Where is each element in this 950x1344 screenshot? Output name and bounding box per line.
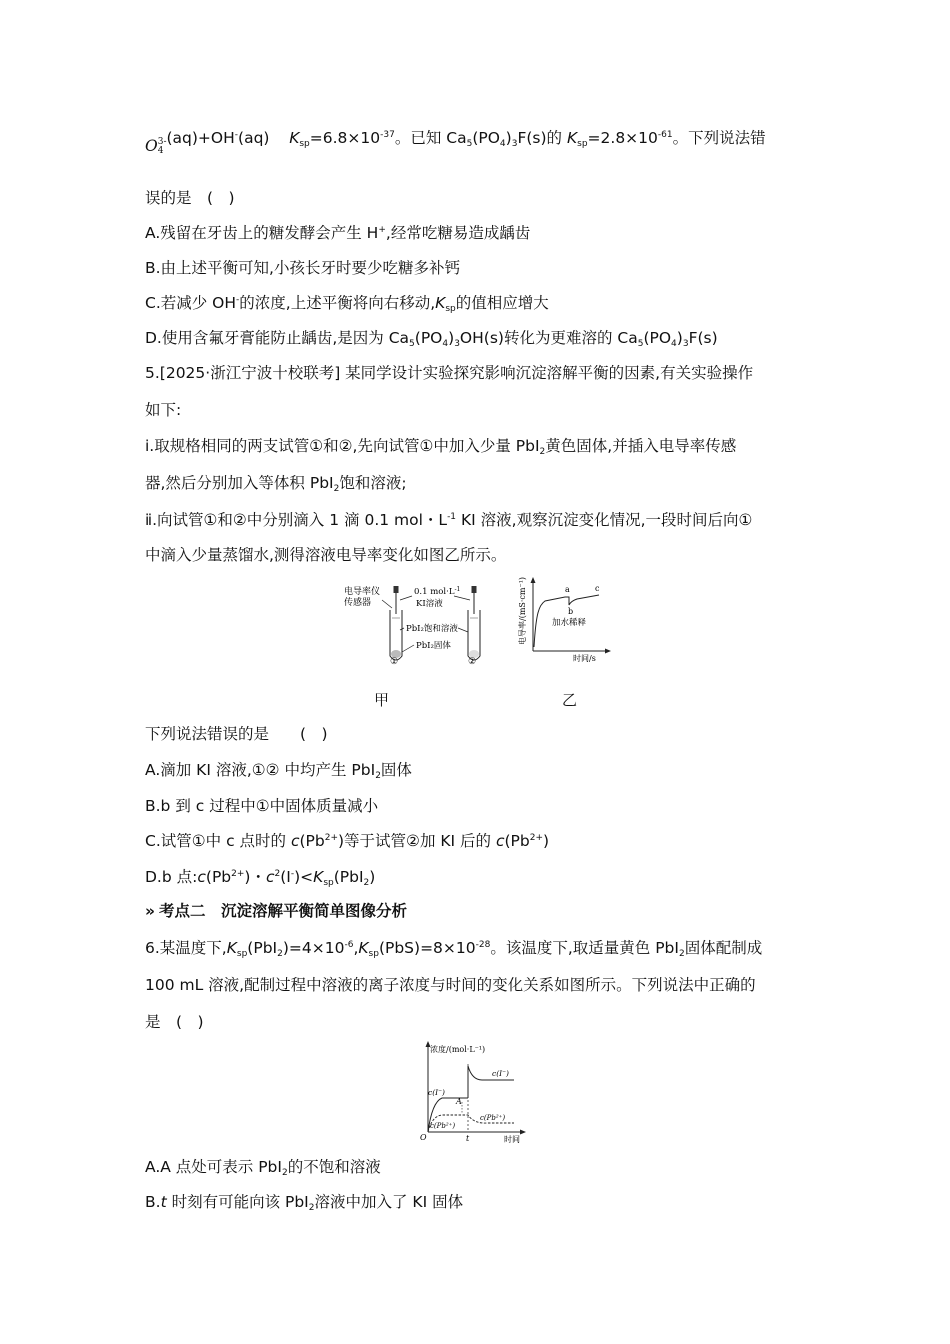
- q5-step2-line1: ⅱ.向试管①和②中分别滴入 1 滴 0.1 mol・$L^{-1}$ KI 溶液,观察沉淀变化情况,一段时间后向①: [145, 511, 753, 529]
- q4-equation-line: O 3- 4 (aq)+OH-(aq) $K_{sp}=6.8\times 10^{-37}$。已知 $Ca_5(PO_4)_3F(s)$的 $K_{sp}=2.8\times 10^{-61}$。下列说法错: [145, 129, 766, 156]
- q5-option-d[interactable]: D.b 点$:c(Pb^{2+})$・$c^2(I^-)<K_{sp}(PbI_2)$: [145, 868, 376, 888]
- q5-stem-line1: 5.[2025·浙江宁波十校联考] 某同学设计实验探究影响沉淀溶解平衡的因素,有关实验操作: [145, 364, 754, 382]
- q4-option-c[interactable]: C.若减少 OH-的浓度,上述平衡将向右移动$,K_{sp}$的值相应增大: [145, 294, 549, 314]
- q6-stem-line3: 是 ( ): [145, 1013, 204, 1031]
- c-iodide-right-label: c(I⁻): [492, 1069, 509, 1078]
- conc-xlabel: 时间: [504, 1135, 520, 1144]
- c-iodide-left-label: c(I⁻): [428, 1088, 445, 1097]
- q6-stem-line2: 100 mL 溶液,配制过程中溶液的离子浓度与时间的变化关系如图所示。下列说法中正确的: [145, 976, 756, 994]
- sensor-label-1: 电导率仪: [344, 587, 381, 597]
- c-lead-right-label: c(Pb²⁺): [480, 1114, 506, 1122]
- double-chevron-icon: »: [145, 902, 156, 920]
- point-a-label: A: [456, 1097, 462, 1106]
- origin-label: O: [420, 1133, 427, 1142]
- point-a-label: a: [565, 585, 570, 594]
- figure-caption-yi: 乙: [562, 691, 578, 709]
- q6-stem-line1: 6.某温度下$,K_{sp}(PbI_2)=4\times 10^{-6},K_{sp}(PbS)=8\times 10^{-28}$。该温度下,取适量黄色 PbI$_2$固体配制成: [145, 939, 763, 959]
- saturated-solution-label: PbI₂饱和溶液: [406, 624, 458, 634]
- t-label: t: [466, 1134, 470, 1143]
- q5-option-c[interactable]: C.试管①中 c 点时的 $c(Pb^{2+})$等于试管②加 KI 后的 $c(Pb^{2+})$: [145, 832, 550, 850]
- tube-1-label: ①: [390, 657, 399, 666]
- q4-option-d[interactable]: D.使用含氟牙膏能防止龋齿,是因为 $Ca_5(PO_4)_3OH(s)$转化为更难溶的 $Ca_5(PO_4)_3F(s)$: [145, 329, 718, 349]
- dilution-label: 加水稀释: [552, 618, 587, 628]
- ki-label-1: 0.1 $mol\cdot L^{-1}$: [414, 586, 461, 597]
- c-lead-left-label: c(Pb²⁺): [430, 1122, 456, 1130]
- q5-step1-line1: ⅰ.取规格相同的两支试管①和②,先向试管①中加入少量 PbI$_2$黄色固体,并插入电导率传感: [145, 437, 737, 457]
- q4-stem-line2: 误的是 ( ): [145, 189, 235, 207]
- ki-label-2: KI溶液: [416, 599, 443, 609]
- concentration-chart: [418, 1038, 530, 1144]
- conductivity-chart: [515, 575, 615, 663]
- q4-option-b[interactable]: B.由上述平衡可知,小孩长牙时要少吃糖多补钙: [145, 259, 460, 277]
- sensor-label-2: 传感器: [344, 598, 372, 608]
- chart-ylabel: 电导率/(mS·cm⁻¹): [518, 576, 527, 645]
- q6-option-a[interactable]: A.A 点处可表示 PbI$_2$的不饱和溶液: [145, 1158, 381, 1178]
- q5-step2-line2: 中滴入少量蒸馏水,测得溶液电导率变化如图乙所示。: [145, 546, 507, 564]
- point-c-label: c: [595, 584, 600, 593]
- chart-xlabel: 时间/s: [573, 654, 596, 663]
- q6-option-b[interactable]: B.t 时刻有可能向该 PbI$_2$溶液中加入了 KI 固体: [145, 1193, 464, 1213]
- conc-ylabel: 浓度/(mol·L⁻¹): [430, 1045, 486, 1054]
- q5-step1-line2: 器,然后分别加入等体积 PbI$_2$饱和溶液;: [145, 474, 407, 494]
- figure-caption-jia: 甲: [374, 691, 390, 709]
- q5-option-a[interactable]: A.滴加 KI 溶液,①② 中均产生 PbI$_2$固体: [145, 761, 412, 781]
- q5-option-b[interactable]: B.b 到 c 过程中①中固体质量减小: [145, 797, 379, 815]
- q4-option-a[interactable]: A.残留在牙齿上的糖发酵会产生 H+,经常吃糖易造成龋齿: [145, 224, 531, 242]
- solid-label: PbI₂固体: [416, 641, 451, 651]
- tube-2-label: ②: [468, 657, 477, 666]
- oxygen-symbol: O 3- 4: [145, 137, 167, 156]
- point-b-label: b: [568, 607, 574, 616]
- section-title: 考点二 沉淀溶解平衡简单图像分析: [159, 902, 408, 920]
- apparatus-figure: [330, 578, 490, 666]
- section-heading: [145, 901, 407, 921]
- q5-ask: 下列说法错误的是 ( ): [145, 725, 328, 743]
- q5-stem-line2: 如下:: [145, 401, 182, 419]
